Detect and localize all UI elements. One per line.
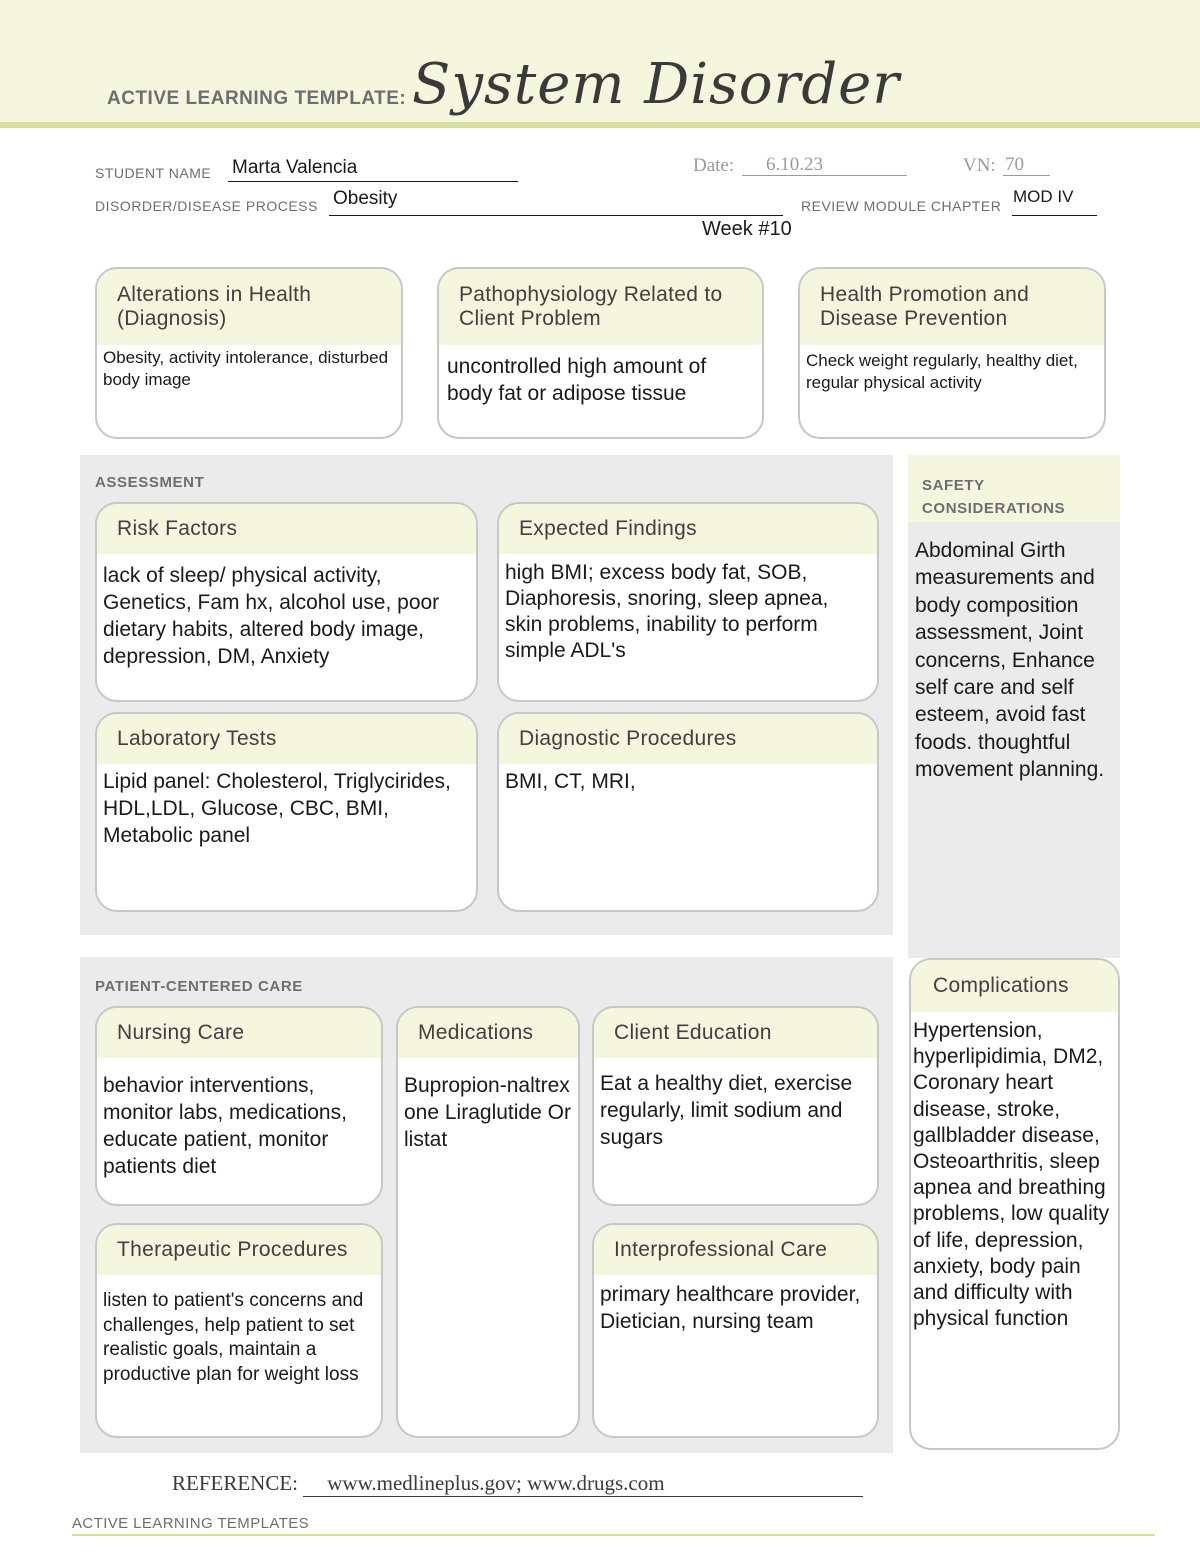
complications-box — [909, 958, 1120, 1450]
interprofessional-care-title: Interprofessional Care — [594, 1225, 877, 1275]
risk-factors-title: Risk Factors — [97, 504, 476, 554]
client-education-text[interactable]: Eat a healthy diet, exercise regularly, limit sodium and sugars — [600, 1072, 853, 1149]
date-value: 6.10.23 — [766, 154, 823, 175]
template-label: ACTIVE LEARNING TEMPLATE: — [107, 88, 407, 109]
safety-label — [922, 474, 1065, 520]
pathophysiology-title: Pathophysiology Related to Client Problem — [439, 269, 762, 345]
interprofessional-care-text[interactable]: primary healthcare provider, Dietician, nursing team — [600, 1283, 861, 1333]
reference-field[interactable] — [303, 1471, 863, 1497]
laboratory-tests-title: Laboratory Tests — [97, 714, 476, 764]
nursing-care-title: Nursing Care — [97, 1008, 381, 1058]
safety-text[interactable]: Abdominal Girth measurements and body composition assessment, Joint concerns, Enhance self care and self esteem, avoid fast foods. thoughtful movement planning. — [915, 539, 1105, 782]
complications-text[interactable]: Hypertension, hyperlipidimia, DM2, Coronary heart disease, stroke, gallbladder disease, Osteoarthritis, sleep apnea and breathing problems, low quality of life, depression, anxiety, body pain and difficulty with physical function — [913, 1019, 1110, 1331]
diagnostic-procedures-title: Diagnostic Procedures — [499, 714, 877, 764]
vn-label: VN: — [963, 155, 996, 176]
reference-value: www.medlineplus.gov; www.drugs.com — [327, 1471, 665, 1495]
expected-findings-text[interactable]: high BMI; excess body fat, SOB, Diaphoresis, snoring, sleep apnea, skin problems, inability to perform simple ADL's — [505, 561, 829, 662]
health-promotion-title: Health Promotion and Disease Prevention — [800, 269, 1104, 345]
diagnostic-procedures-box — [497, 712, 879, 912]
vn-value: 70 — [1005, 154, 1024, 175]
student-name-value: Marta Valencia — [232, 157, 358, 178]
therapeutic-procedures-text[interactable]: listen to patient's concerns and challenges, help patient to set realistic goals, maintain a productive plan for weight loss — [103, 1290, 364, 1385]
alterations-title: Alterations in Health (Diagnosis) — [97, 269, 401, 345]
expected-findings-title: Expected Findings — [499, 504, 877, 554]
patient-care-label: PATIENT-CENTERED CARE — [95, 978, 303, 995]
safety-label-line2: CONSIDERATIONS — [922, 500, 1066, 517]
medications-title: Medications — [398, 1008, 578, 1058]
date-field[interactable] — [742, 155, 907, 176]
disorder-label: DISORDER/DISEASE PROCESS — [95, 198, 318, 214]
reference — [172, 1471, 863, 1497]
assessment-label: ASSESSMENT — [95, 474, 205, 491]
alterations-box — [95, 267, 403, 439]
review-module-label: REVIEW MODULE CHAPTER — [801, 198, 1002, 214]
week-label: Week #10 — [702, 218, 792, 240]
medications-text[interactable]: Bupropion-naltrexone Liraglutide Orlistat — [404, 1074, 571, 1151]
laboratory-tests-box — [95, 712, 478, 912]
safety-label-line1: SAFETY — [922, 477, 985, 494]
laboratory-tests-text[interactable]: Lipid panel: Cholesterol, Triglycirides, HDL,LDL, Glucose, CBC, BMI, Metabolic panel — [103, 770, 451, 847]
page-title: System Disorder — [412, 52, 901, 117]
review-module-field[interactable] — [1012, 187, 1097, 216]
vn-field[interactable] — [1003, 155, 1050, 176]
complications-title: Complications — [911, 960, 1118, 1012]
therapeutic-procedures-box — [95, 1223, 383, 1438]
health-promotion-box — [798, 267, 1106, 439]
footer-label: ACTIVE LEARNING TEMPLATES — [72, 1515, 309, 1532]
alterations-text[interactable]: Obesity, activity intolerance, disturbed body image — [103, 348, 389, 389]
reference-label: REFERENCE: — [172, 1471, 299, 1495]
student-name-label: STUDENT NAME — [95, 165, 212, 181]
student-name-field[interactable] — [228, 157, 518, 182]
client-education-title: Client Education — [594, 1008, 877, 1058]
medications-box — [396, 1006, 580, 1438]
review-module-value: MOD IV — [1013, 187, 1074, 206]
date-label: Date: — [693, 155, 735, 176]
risk-factors-box — [95, 502, 478, 702]
health-promotion-text[interactable]: Check weight regularly, healthy diet, regular physical activity — [806, 351, 1078, 392]
pathophysiology-text[interactable]: uncontrolled high amount of body fat or adipose tissue — [447, 355, 707, 405]
therapeutic-procedures-title: Therapeutic Procedures — [97, 1225, 381, 1275]
nursing-care-box — [95, 1006, 383, 1206]
pathophysiology-box — [437, 267, 764, 439]
client-education-box — [592, 1006, 879, 1206]
header-divider — [0, 122, 1200, 128]
disorder-value: Obesity — [333, 188, 398, 209]
footer-divider — [72, 1534, 1155, 1536]
diagnostic-procedures-text[interactable]: BMI, CT, MRI, — [505, 770, 636, 793]
expected-findings-box — [497, 502, 879, 702]
risk-factors-text[interactable]: lack of sleep/ physical activity, Genetics, Fam hx, alcohol use, poor dietary habits, altered body image, depression, DM, Anxiety — [103, 564, 440, 668]
interprofessional-care-box — [592, 1223, 879, 1438]
nursing-care-text[interactable]: behavior interventions, monitor labs, medications, educate patient, monitor patients diet — [103, 1074, 347, 1178]
disorder-field[interactable] — [329, 188, 783, 216]
